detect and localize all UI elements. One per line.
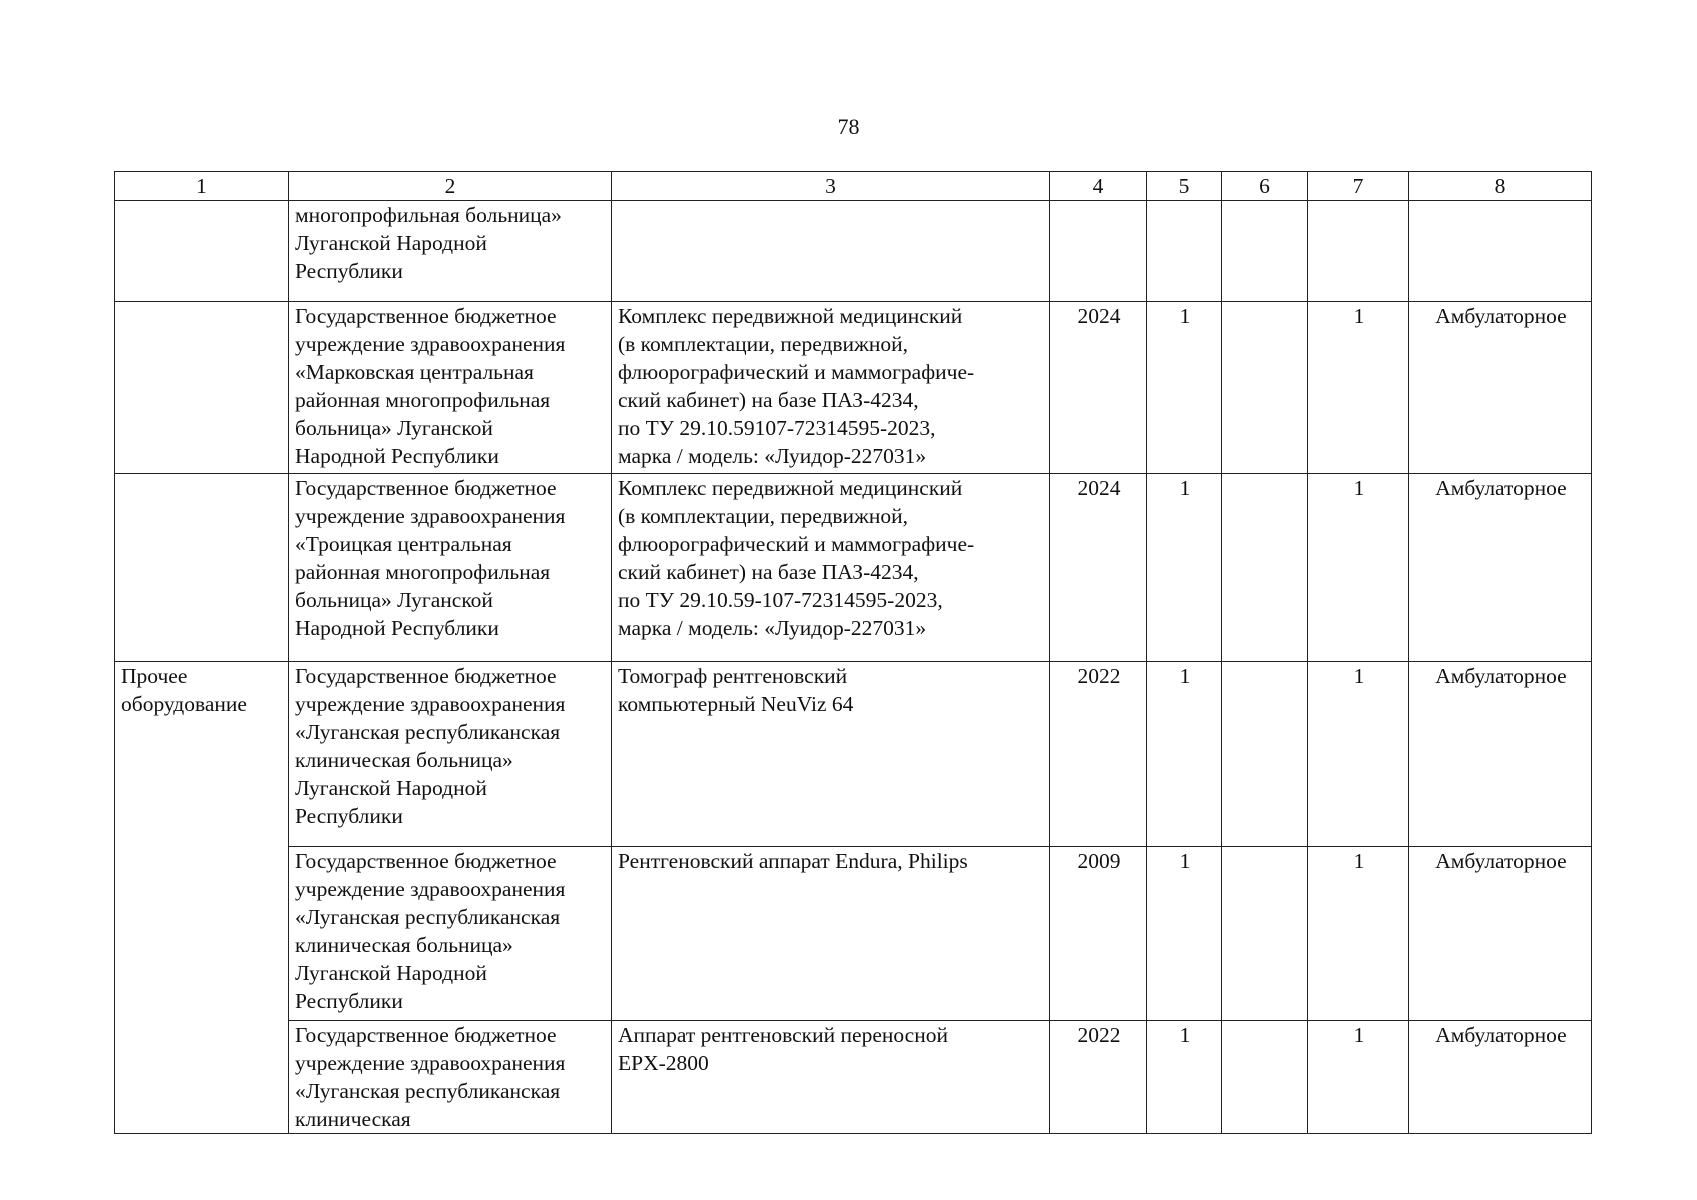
cell-institution: Государственное бюджетное учреждение здравоохранения «Луганская республиканская клиническая: [289, 1021, 612, 1134]
cell-col5: 1: [1147, 302, 1222, 474]
cell-equipment: Рентгеновский аппарат Endura, Philips: [612, 847, 1050, 1021]
cell-col7: 1: [1308, 847, 1409, 1021]
cell-institution: Государственное бюджетное учреждение здравоохранения «Марковская центральная районная многопрофильная больница» Луганской Народной Республики: [289, 302, 612, 474]
table-row: [115, 474, 1592, 662]
cell-year: 2022: [1050, 662, 1147, 847]
cell-care-type: Амбулаторное: [1409, 847, 1592, 1021]
equipment-table: [114, 171, 1592, 1134]
header-col-3: 3: [612, 172, 1050, 201]
cell-category: [115, 302, 289, 474]
cell-category: [115, 201, 289, 302]
header-col-5: 5: [1147, 172, 1222, 201]
cell-col6: [1222, 302, 1308, 474]
cell-year: 2024: [1050, 302, 1147, 474]
cell-year: 2009: [1050, 847, 1147, 1021]
cell-year: 2024: [1050, 474, 1147, 662]
cell-care-type: Амбулаторное: [1409, 662, 1592, 847]
cell-equipment: Аппарат рентгеновский переносной EPX-2800: [612, 1021, 1050, 1134]
cell-col6: [1222, 662, 1308, 847]
cell-col5: 1: [1147, 847, 1222, 1021]
header-col-1: 1: [115, 172, 289, 201]
cell-col7: [1308, 201, 1409, 302]
cell-care-type: Амбулаторное: [1409, 474, 1592, 662]
cell-col5: 1: [1147, 1021, 1222, 1134]
cell-col6: [1222, 1021, 1308, 1134]
cell-equipment: Комплекс передвижной медицинский (в комплектации, передвижной, флюорографический и маммографиче- ский кабинет) на базе ПАЗ-4234, по ТУ 29.10.59107-72314595-2023, марка / модель: «Луидор-227031»: [612, 302, 1050, 474]
cell-equipment: Томограф рентгеновский компьютерный NeuViz 64: [612, 662, 1050, 847]
cell-col5: [1147, 201, 1222, 302]
cell-col6: [1222, 474, 1308, 662]
cell-year: 2022: [1050, 1021, 1147, 1134]
cell-care-type: Амбулаторное: [1409, 302, 1592, 474]
cell-col7: 1: [1308, 474, 1409, 662]
cell-category: [115, 474, 289, 662]
cell-col7: 1: [1308, 662, 1409, 847]
cell-institution: Государственное бюджетное учреждение здравоохранения «Луганская республиканская клиническая больница» Луганской Народной Республики: [289, 847, 612, 1021]
cell-col7: 1: [1308, 302, 1409, 474]
cell-equipment: [612, 201, 1050, 302]
header-row: [115, 172, 1592, 201]
cell-col6: [1222, 847, 1308, 1021]
header-col-2: 2: [289, 172, 612, 201]
cell-care-type: Амбулаторное: [1409, 1021, 1592, 1134]
cell-col6: [1222, 201, 1308, 302]
header-col-4: 4: [1050, 172, 1147, 201]
cell-equipment: Комплекс передвижной медицинский (в комплектации, передвижной, флюорографический и маммографиче- ский кабинет) на базе ПАЗ-4234, по ТУ 29.10.59-107-72314595-2023, марка / модель: «Луидор-227031»: [612, 474, 1050, 662]
cell-col7: 1: [1308, 1021, 1409, 1134]
cell-care-type: [1409, 201, 1592, 302]
cell-institution: Государственное бюджетное учреждение здравоохранения «Луганская республиканская клиническая больница» Луганской Народной Республики: [289, 662, 612, 847]
header-col-6: 6: [1222, 172, 1308, 201]
cell-category-group: Прочее оборудование: [115, 662, 289, 1134]
table-row: [115, 662, 1592, 847]
cell-col5: 1: [1147, 474, 1222, 662]
header-col-7: 7: [1308, 172, 1409, 201]
page-number: 78: [837, 114, 860, 139]
table-row: [115, 201, 1592, 302]
cell-institution: многопрофильная больница» Луганской Народной Республики: [289, 201, 612, 302]
cell-col5: 1: [1147, 662, 1222, 847]
header-col-8: 8: [1409, 172, 1592, 201]
table-row: [115, 847, 1592, 1021]
table-row: [115, 302, 1592, 474]
cell-institution: Государственное бюджетное учреждение здравоохранения «Троицкая центральная районная многопрофильная больница» Луганской Народной Республики: [289, 474, 612, 662]
table-row: [115, 1021, 1592, 1134]
cell-year: [1050, 201, 1147, 302]
